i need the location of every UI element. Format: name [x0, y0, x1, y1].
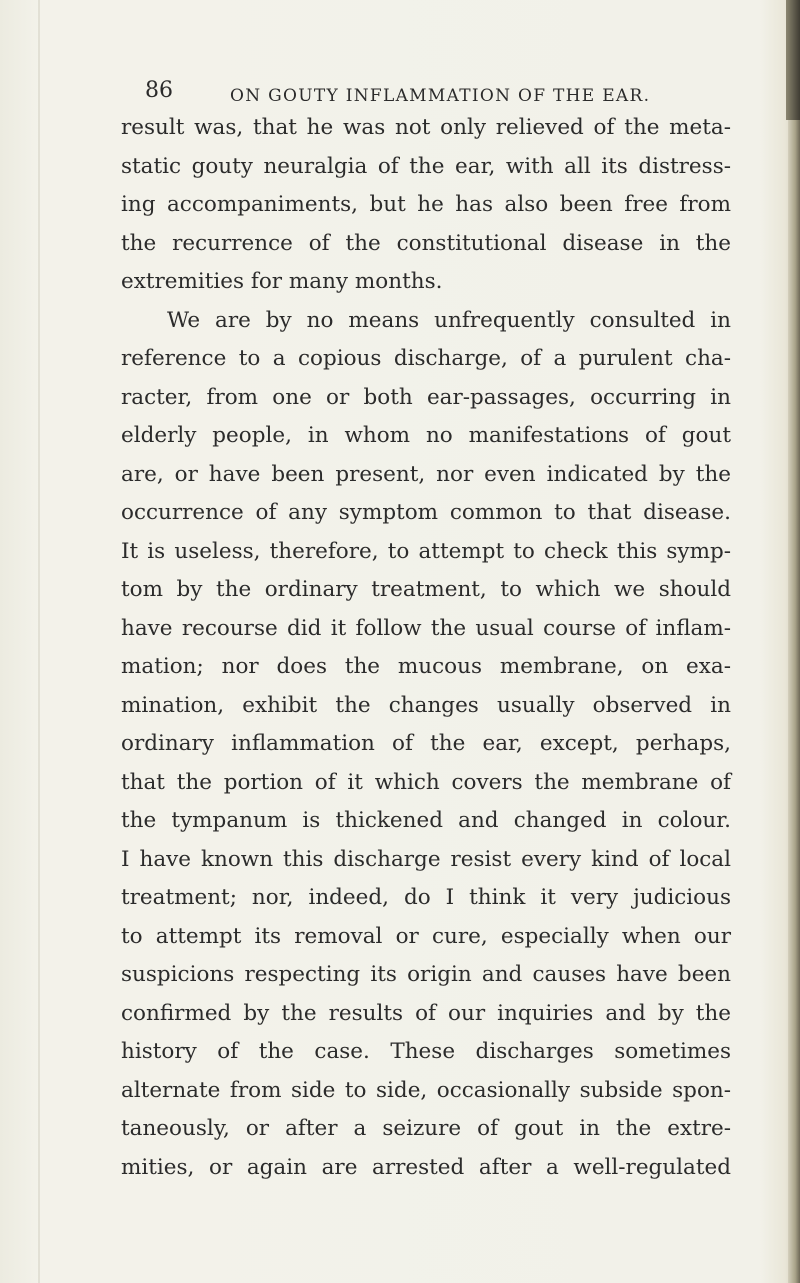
page-edge-shadow	[788, 0, 800, 1283]
text-line: treatment; nor, indeed, do I think it very judicious	[121, 885, 731, 910]
text-line: It is useless, therefore, to attempt to check this symp-	[121, 538, 731, 564]
text-line: extremities for many months.	[121, 269, 443, 294]
text-line: result was, that he was not only relieved of the meta-	[121, 115, 731, 140]
text-line: static gouty neuralgia of the ear, with all its distress-	[121, 153, 731, 179]
text-line: ing accompaniments, but he has also been free from	[121, 192, 731, 217]
text-line: We are by no means unfrequently consulted in	[167, 307, 731, 333]
text-line: are, or have been present, nor even indicated by the	[121, 461, 731, 487]
page-edge-dark	[786, 0, 800, 120]
text-line: the tympanum is thickened and changed in colour.	[121, 808, 731, 833]
text-line: confirmed by the results of our inquiries and by the	[121, 1000, 731, 1026]
text-line: mation; nor does the mucous membrane, on exa-	[121, 654, 731, 679]
text-line: history of the case. These discharges sometimes	[121, 1039, 731, 1064]
text-line: that the portion of it which covers the membrane of	[121, 769, 731, 795]
text-line: alternate from side to side, occasionally subside spon-	[121, 1077, 731, 1103]
text-line: to attempt its removal or cure, especially when our	[121, 923, 731, 949]
page-gutter-line	[38, 0, 40, 1283]
text-line: mities, or again are arrested after a well-regulated	[121, 1154, 731, 1180]
text-line: tom by the ordinary treatment, to which we should	[121, 577, 731, 602]
text-line: occurrence of any symptom common to that disease.	[121, 500, 731, 525]
text-line: suspicions respecting its origin and causes have been	[121, 962, 731, 987]
text-line: ordinary inflammation of the ear, except, perhaps,	[121, 731, 731, 756]
text-line: mination, exhibit the changes usually observed in	[121, 692, 731, 718]
running-head: ON GOUTY INFLAMMATION OF THE EAR.	[230, 86, 651, 106]
text-line: racter, from one or both ear-passages, occurring in	[121, 384, 731, 410]
text-line: I have known this discharge resist every kind of local	[121, 846, 731, 872]
page-number: 86	[145, 78, 173, 103]
text-line: elderly people, in whom no manifestations of gout	[121, 423, 731, 448]
body-text	[121, 109, 731, 1187]
text-line: taneously, or after a seizure of gout in the extre-	[121, 1116, 731, 1141]
text-line: the recurrence of the constitutional disease in the	[121, 230, 731, 256]
text-line: reference to a copious discharge, of a purulent cha-	[121, 346, 731, 371]
text-line: have recourse did it follow the usual course of inflam-	[121, 615, 731, 641]
